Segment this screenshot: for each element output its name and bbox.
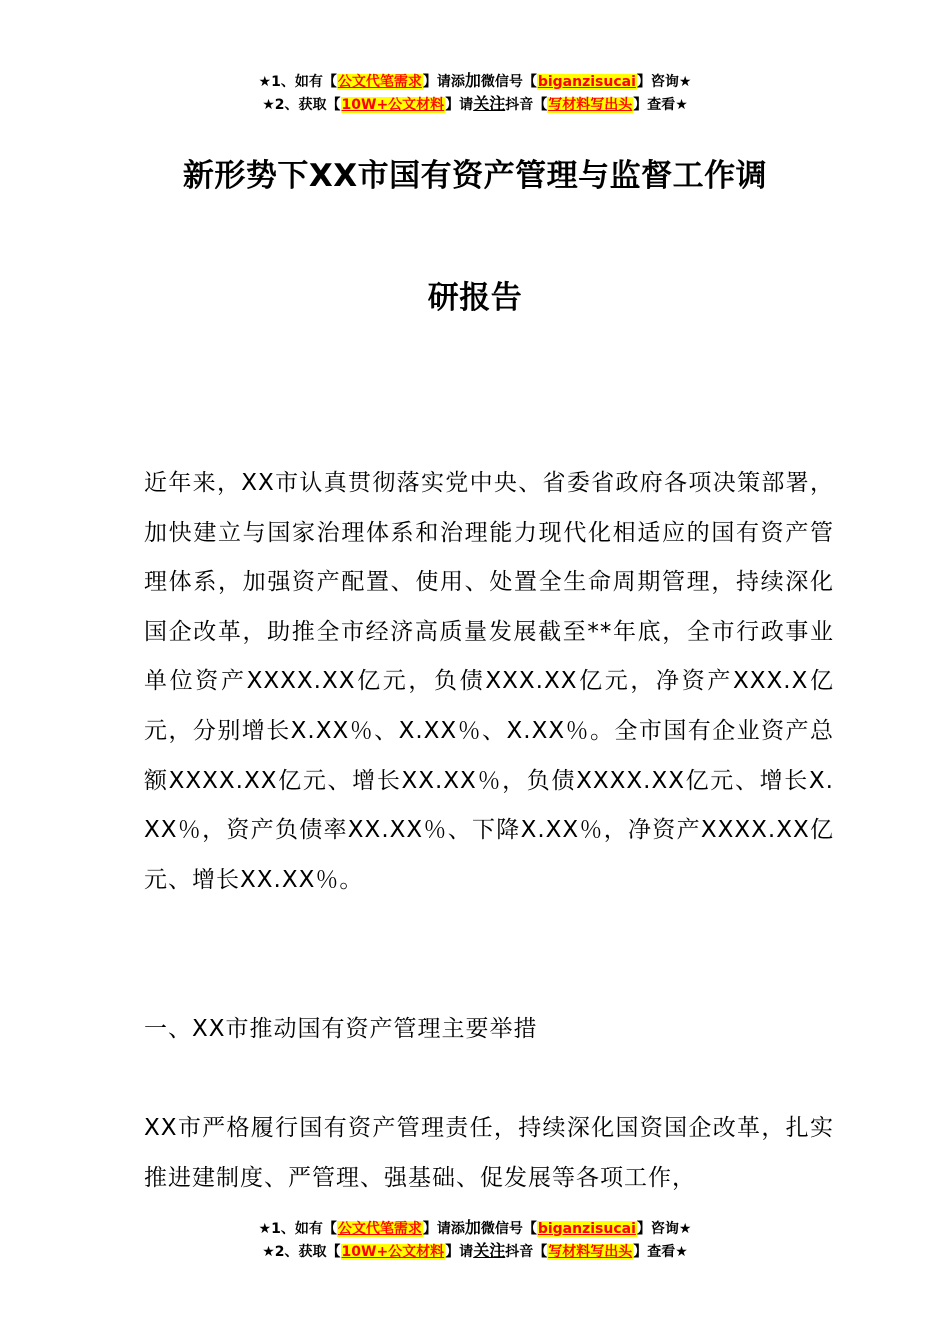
promo-line-1: ★1、如有【公文代笔需求】请添加微信号【biganzisucai】咨询★ [258, 71, 692, 90]
promo-highlight: 写材料写出头 [548, 1244, 633, 1260]
top-promo-banner [0, 70, 950, 116]
promo-highlight: biganzisucai [537, 74, 636, 90]
promo-line-2: ★2、获取【10W+公文材料】请关注抖音【写材料写出头】查看★ [262, 1241, 688, 1260]
intro-paragraph: 近年来，XX市认真贯彻落实党中央、省委省政府各项决策部署，加快建立与国家治理体系和治理能力现代化相适应的国有资产管理体系，加强资产配置、使用、处置全生命周期管理，持续深化国企改革，助推全市经济高质量发展截至**年底，全市行政事业单位资产XXXX.XX亿元，负债XXX.XX亿元，净资产XXX.X亿元，分别增长X.XX％、X.XX％、X.XX％。全市国有企业资产总额XXXX.XX亿元、增长XX.XX％，负债XXXX.XX亿元、增长X.XX％，资产负债率XX.XX％、下降X.XX％，净资产XXXX.XX亿元、增长XX.XX％。 [144, 470, 834, 893]
promo-line-2: ★2、获取【10W+公文材料】请关注抖音【写材料写出头】查看★ [262, 94, 688, 113]
promo-highlight: 公文代笔需求 [337, 1221, 422, 1237]
section-paragraph: XX市严格履行国有资产管理责任，持续深化国资国企改革，扎实推进建制度、严管理、强基础、促发展等各项工作， [144, 1115, 834, 1191]
section-heading: 一、XX市推动国有资产管理主要举措 [144, 1016, 538, 1042]
promo-highlight: 10W+公文材料 [341, 1244, 445, 1260]
promo-highlight: 写材料写出头 [548, 97, 633, 113]
bottom-promo-banner [0, 1217, 950, 1263]
promo-line-1: ★1、如有【公文代笔需求】请添加微信号【biganzisucai】咨询★ [258, 1218, 692, 1237]
document-title-line-2: 研报告 [427, 280, 523, 316]
promo-highlight: biganzisucai [537, 1221, 636, 1237]
document-title-line-1: 新形势下XX市国有资产管理与监督工作调 [182, 158, 768, 194]
promo-highlight: 10W+公文材料 [341, 97, 445, 113]
promo-highlight: 公文代笔需求 [337, 74, 422, 90]
